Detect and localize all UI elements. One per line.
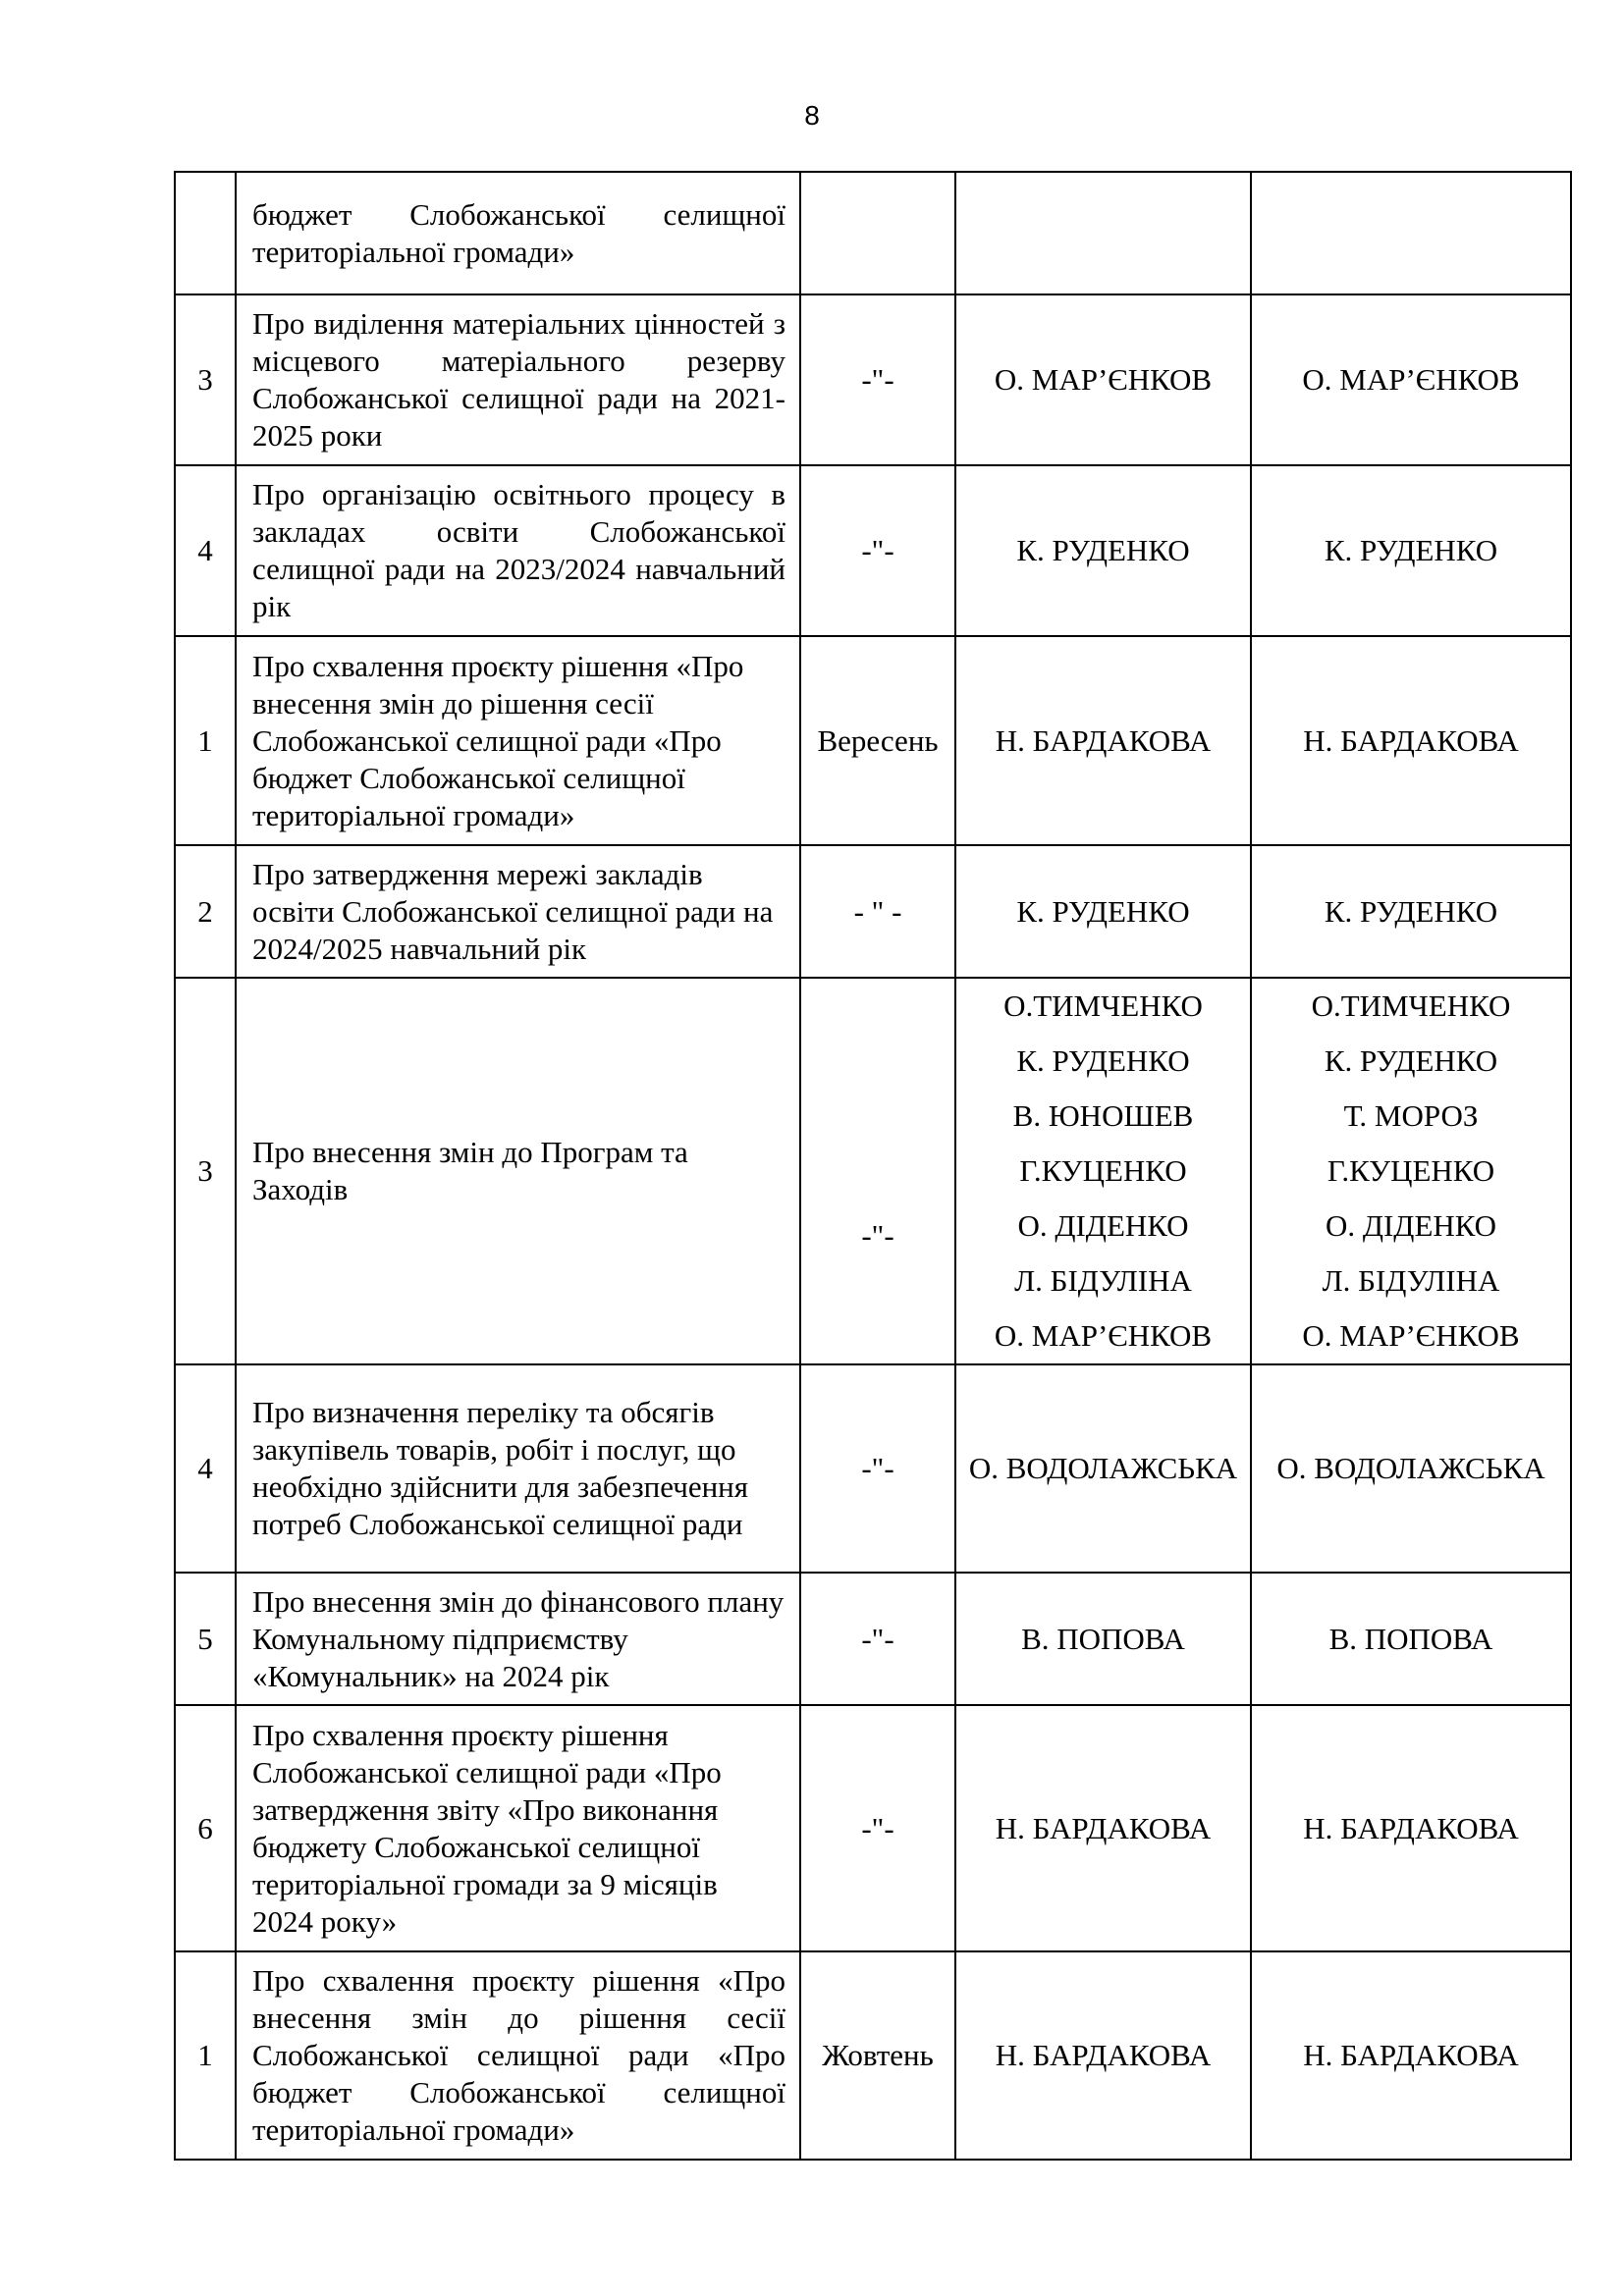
row-title: Про схвалення проєкту рішення Слобожанської селищної ради «Про затвердження звіту «Про виконання бюджету Слобожанської селищної територіальної громади за 9 місяців 2024 року» xyxy=(236,1705,800,1951)
row-term: -"- xyxy=(800,465,955,636)
responsible-name: К. РУДЕНКО xyxy=(1324,1043,1498,1078)
page-number: 8 xyxy=(804,100,820,131)
row-number: 2 xyxy=(175,845,236,978)
row-responsible: Н. БАРДАКОВА xyxy=(1251,636,1571,845)
table-row xyxy=(175,845,1571,978)
row-term: -"- xyxy=(800,978,955,1364)
row-preparer: В. ПОПОВА xyxy=(955,1573,1251,1705)
table-row xyxy=(175,294,1571,465)
row-number: 3 xyxy=(175,978,236,1364)
row-responsible: Н. БАРДАКОВА xyxy=(1251,1951,1571,2160)
row-title: бюджет Слобожанської селищної територіальної громади» xyxy=(236,172,800,294)
row-number: 4 xyxy=(175,465,236,636)
row-responsible: О. МАР’ЄНКОВ xyxy=(1251,294,1571,465)
responsible-name: О.ТИМЧЕНКО xyxy=(1311,988,1511,1023)
table-row xyxy=(175,1364,1571,1573)
row-preparer: Н. БАРДАКОВА xyxy=(955,1705,1251,1951)
row-preparer: Н. БАРДАКОВА xyxy=(955,636,1251,845)
table-row xyxy=(175,636,1571,845)
responsible-name: Т. МОРОЗ xyxy=(1343,1098,1479,1133)
table-row xyxy=(175,465,1571,636)
preparer-name: В. ЮНОШЕВ xyxy=(1012,1098,1194,1133)
row-term: -"- xyxy=(800,1573,955,1705)
row-term: -"- xyxy=(800,1705,955,1951)
row-term: Вересень xyxy=(800,636,955,845)
responsible-name: Г.КУЦЕНКО xyxy=(1326,1153,1495,1188)
row-title: Про внесення змін до Програм та Заходів xyxy=(236,978,800,1364)
table-row xyxy=(175,1705,1571,1951)
row-preparer xyxy=(955,172,1251,294)
row-responsible: В. ПОПОВА xyxy=(1251,1573,1571,1705)
preparer-name: Г.КУЦЕНКО xyxy=(1019,1153,1187,1188)
row-title: Про схвалення проєкту рішення «Про внесення змін до рішення сесії Слобожанської селищної ради «Про бюджет Слобожанської селищної територіальної громади» xyxy=(236,1951,800,2160)
row-title: Про внесення змін до фінансового плану Комунальному підприємству «Комунальник» на 2024 рік xyxy=(236,1573,800,1705)
row-number: 6 xyxy=(175,1705,236,1951)
row-term xyxy=(800,172,955,294)
table-row xyxy=(175,1573,1571,1705)
row-title: Про затвердження мережі закладів освіти Слобожанської селищної ради на 2024/2025 навчальний рік xyxy=(236,845,800,978)
row-title: Про виділення матеріальних цінностей з місцевого матеріального резерву Слобожанської селищної ради на 2021-2025 роки xyxy=(236,294,800,465)
row-responsible: К. РУДЕНКО xyxy=(1251,845,1571,978)
row-preparer: Н. БАРДАКОВА xyxy=(955,1951,1251,2160)
row-number: 1 xyxy=(175,1951,236,2160)
row-term: Жовтень xyxy=(800,1951,955,2160)
row-preparer: О. МАР’ЄНКОВ xyxy=(955,294,1251,465)
row-responsible-list xyxy=(1251,978,1571,1364)
row-number: 5 xyxy=(175,1573,236,1705)
row-preparer-list xyxy=(955,978,1251,1364)
preparer-name: О. ДІДЕНКО xyxy=(1017,1208,1189,1243)
row-title: Про схвалення проєкту рішення «Про внесення змін до рішення сесії Слобожанської селищної ради «Про бюджет Слобожанської селищної територіальної громади» xyxy=(236,636,800,845)
responsible-name: Л. БІДУЛІНА xyxy=(1322,1263,1500,1298)
row-number: 3 xyxy=(175,294,236,465)
row-responsible: О. ВОДОЛАЖСЬКА xyxy=(1251,1364,1571,1573)
row-title: Про організацію освітнього процесу в закладах освіти Слобожанської селищної ради на 2023/2024 навчальний рік xyxy=(236,465,800,636)
row-term: -"- xyxy=(800,1364,955,1573)
row-title: Про визначення переліку та обсягів закупівель товарів, робіт і послуг, що необхідно здійснити для забезпечення потреб Слобожанської селищної ради xyxy=(236,1364,800,1573)
table-row xyxy=(175,978,1571,1364)
row-preparer: К. РУДЕНКО xyxy=(955,465,1251,636)
responsible-name: О. ДІДЕНКО xyxy=(1325,1208,1497,1243)
row-responsible: Н. БАРДАКОВА xyxy=(1251,1705,1571,1951)
session-plan-table xyxy=(174,171,1572,2161)
row-number: 4 xyxy=(175,1364,236,1573)
responsible-name: О. МАР’ЄНКОВ xyxy=(1302,1318,1520,1353)
preparer-name: К. РУДЕНКО xyxy=(1016,1043,1190,1078)
row-responsible: К. РУДЕНКО xyxy=(1251,465,1571,636)
row-term: -"- xyxy=(800,294,955,465)
preparer-name: О. МАР’ЄНКОВ xyxy=(994,1318,1213,1353)
row-responsible xyxy=(1251,172,1571,294)
row-preparer: К. РУДЕНКО xyxy=(955,845,1251,978)
row-preparer: О. ВОДОЛАЖСЬКА xyxy=(955,1364,1251,1573)
row-number xyxy=(175,172,236,294)
table-row xyxy=(175,1951,1571,2160)
row-term: - " - xyxy=(800,845,955,978)
row-number: 1 xyxy=(175,636,236,845)
preparer-name: О.ТИМЧЕНКО xyxy=(1003,988,1203,1023)
preparer-name: Л. БІДУЛІНА xyxy=(1014,1263,1192,1298)
table-row xyxy=(175,172,1571,294)
